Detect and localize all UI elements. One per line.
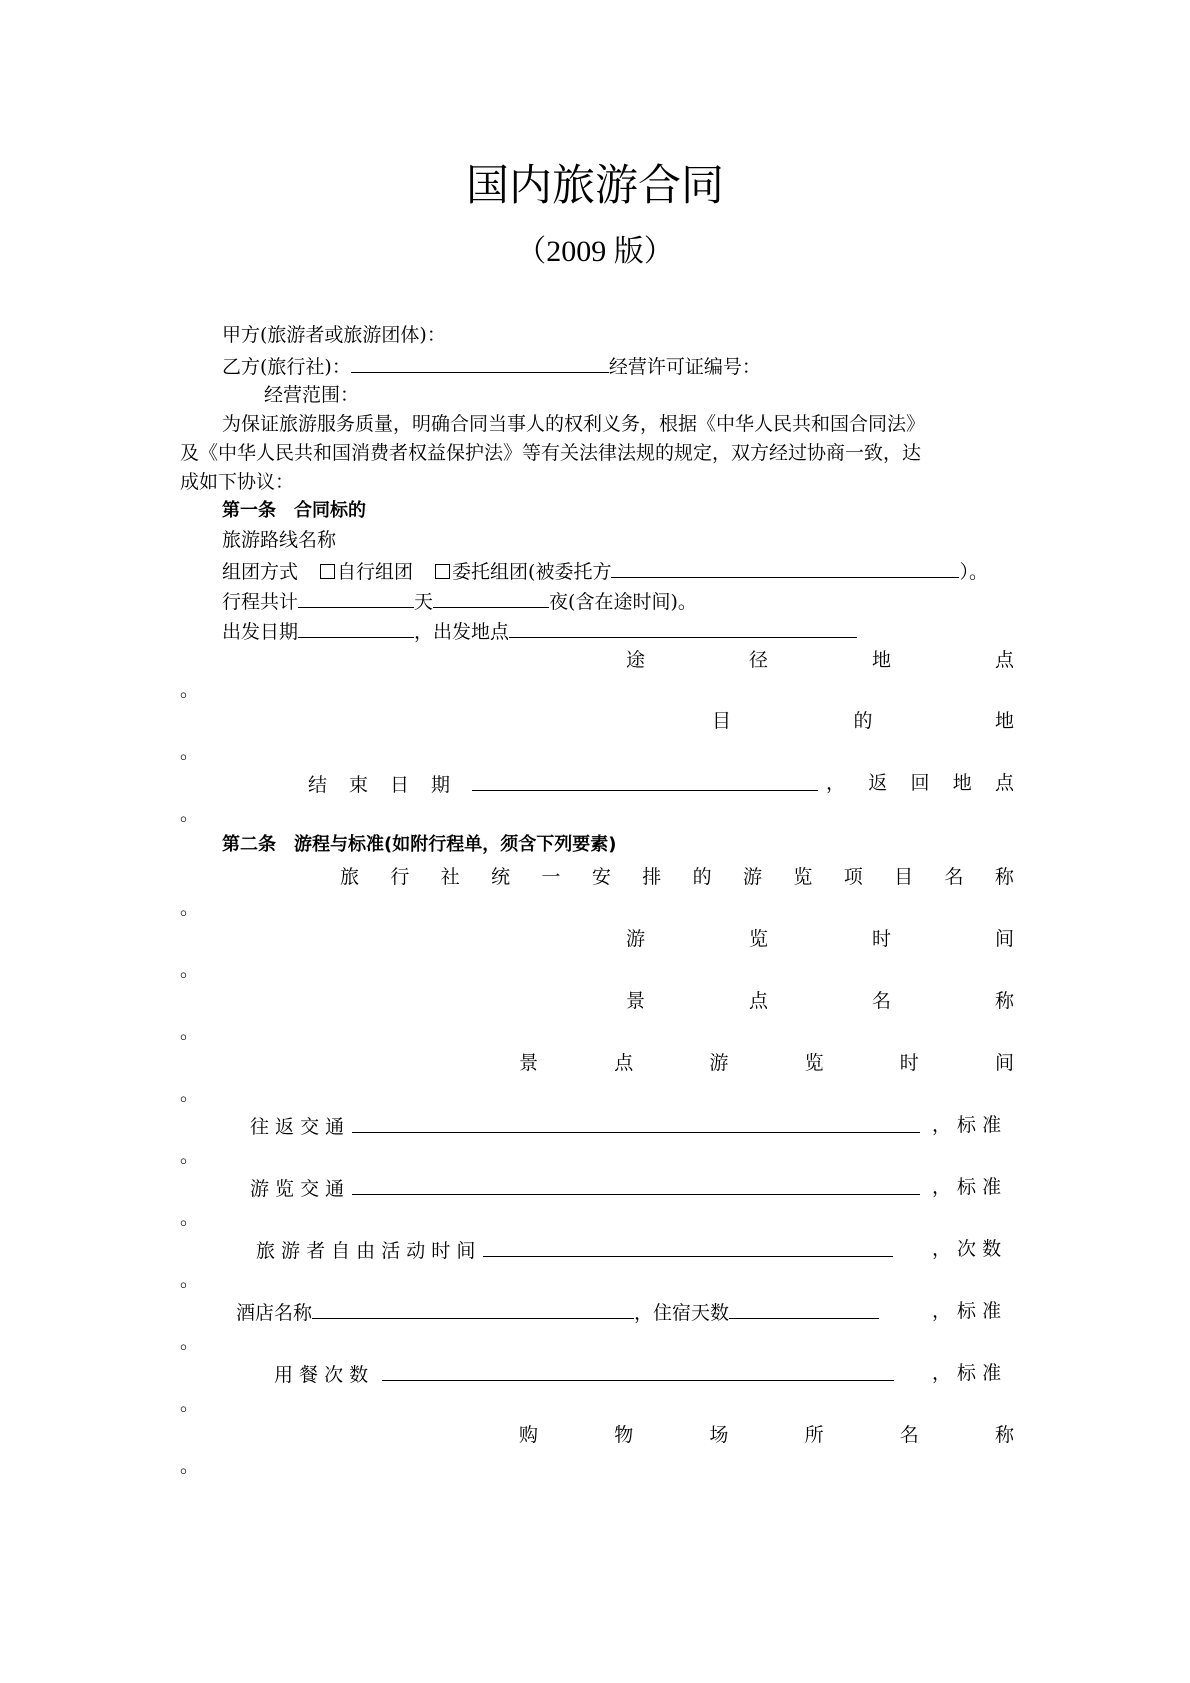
- hotel-line: [236, 1296, 879, 1328]
- scope-line: [180, 380, 1094, 410]
- shop-char: 名: [899, 1424, 919, 1446]
- hotel-name-blank[interactable]: [312, 1296, 634, 1319]
- tour-time-end-mark: 。: [180, 959, 200, 981]
- via-char: 途: [626, 649, 646, 671]
- via-char: 点: [994, 649, 1014, 671]
- group-mode-line: [180, 555, 1052, 587]
- items-char: 行: [390, 866, 410, 888]
- meals-label: 用 餐 次 数: [274, 1364, 369, 1386]
- via-end-mark: 。: [180, 679, 200, 701]
- end-char: 期: [431, 774, 451, 796]
- tour-transport-end-mark: 。: [180, 1207, 200, 1229]
- shop-char: 称: [994, 1424, 1014, 1446]
- route-name-label: 旅游路线名称: [222, 529, 337, 551]
- party-a-label: 甲方(旅游者或旅游团体)：: [222, 324, 446, 346]
- free-time-label: 旅 游 者 自 由 活 动 时 间: [256, 1240, 476, 1262]
- spot-time-char: 览: [804, 1052, 824, 1074]
- nights-blank[interactable]: [433, 585, 549, 608]
- group-mode-label: 组团方式: [222, 561, 299, 583]
- article-2-heading: 第二条 游程与标准(如附行程单，须含下列要素): [222, 834, 617, 855]
- dest-char: 目: [712, 710, 732, 732]
- meals-line: [274, 1358, 894, 1390]
- nights-label: 夜(含在途时间)。: [549, 591, 697, 613]
- spot-time-char: 间: [994, 1052, 1014, 1074]
- self-group-label: 自行组团: [337, 561, 414, 583]
- spot-time-char: 游: [709, 1052, 729, 1074]
- round-trip-line: [250, 1110, 920, 1142]
- preamble-line-1: 为保证旅游服务质量，明确合同当事人的权利义务，根据《中华人民共和国合同法》: [222, 413, 926, 435]
- items-char: 称: [994, 866, 1014, 888]
- round-trip-standard: ， 标 准: [932, 1114, 1002, 1136]
- return-char: 返: [868, 772, 888, 794]
- via-char: 径: [748, 649, 768, 671]
- free-time-line: [256, 1234, 893, 1266]
- shop-char: 购: [519, 1424, 539, 1446]
- spot-time-line: [519, 1048, 1014, 1078]
- items-line: [340, 862, 1014, 892]
- meals-end-mark: 。: [180, 1393, 200, 1415]
- round-trip-end-mark: 。: [180, 1145, 200, 1167]
- document-subtitle: （2009 版）: [516, 235, 674, 268]
- dest-char: 地: [994, 710, 1014, 732]
- scope-label: 经营范围：: [264, 384, 360, 406]
- entrust-close: ）。: [959, 561, 988, 583]
- spot-time-end-mark: 。: [180, 1083, 200, 1105]
- items-char: 一: [541, 866, 561, 888]
- tour-time-char: 间: [994, 928, 1014, 950]
- tour-transport-label: 游 览 交 通: [250, 1178, 345, 1200]
- tour-transport-standard: ， 标 准: [932, 1176, 1002, 1198]
- depart-place-blank[interactable]: [509, 615, 857, 638]
- party-b-line: [180, 350, 1052, 382]
- round-trip-blank[interactable]: [352, 1110, 920, 1133]
- round-trip-label: 往 返 交 通: [250, 1116, 345, 1138]
- items-char: 览: [793, 866, 813, 888]
- tour-time-char: 游: [626, 928, 646, 950]
- depart-date-blank[interactable]: [298, 615, 414, 638]
- tour-transport-line: [250, 1172, 920, 1204]
- shop-char: 场: [709, 1424, 729, 1446]
- tour-transport-blank[interactable]: [352, 1172, 920, 1195]
- self-group-checkbox[interactable]: [320, 564, 335, 579]
- spot-name-char: 景: [626, 990, 646, 1012]
- items-char: 社: [440, 866, 460, 888]
- shopping-line: [519, 1420, 1014, 1450]
- depart-place-label: ，出发地点: [414, 621, 510, 643]
- free-time-blank[interactable]: [483, 1234, 893, 1257]
- return-char: 回: [910, 772, 930, 794]
- end-date-end-mark: 。: [180, 803, 200, 825]
- entrusted-party-blank[interactable]: [611, 555, 959, 578]
- license-label: 经营许可证编号：: [608, 356, 761, 378]
- preamble-line-3: 成如下协议：: [180, 471, 295, 493]
- items-char: 名: [944, 866, 964, 888]
- preamble-line-2: 及《中华人民共和国消费者权益保护法》等有关法律法规的规定，双方经过协商一致，达: [180, 442, 922, 464]
- entrust-group-label: 委托组团(被委托方: [452, 561, 612, 583]
- end-char: 日: [390, 774, 410, 796]
- tour-time-char: 时: [871, 928, 891, 950]
- depart-date-label: 出发日期: [222, 621, 299, 643]
- dest-char: 的: [853, 710, 873, 732]
- shop-char: 所: [804, 1424, 824, 1446]
- hotel-end-mark: 。: [180, 1331, 200, 1353]
- destination-line: [712, 706, 1014, 736]
- via-line: [626, 645, 1014, 675]
- end-char: 结: [308, 774, 328, 796]
- party-b-blank[interactable]: [351, 350, 609, 373]
- items-end-mark: 。: [180, 897, 200, 919]
- spot-time-char: 点: [614, 1052, 634, 1074]
- return-char: ，: [826, 772, 846, 794]
- departure-line: [180, 615, 1052, 647]
- days-blank[interactable]: [298, 585, 414, 608]
- items-char: 旅: [340, 866, 360, 888]
- trip-total-label: 行程共计: [222, 591, 299, 613]
- tour-time-line: [626, 924, 1014, 954]
- spot-time-char: 景: [519, 1052, 539, 1074]
- items-char: 游: [743, 866, 763, 888]
- end-char: 束: [349, 774, 369, 796]
- items-char: 目: [894, 866, 914, 888]
- days-label: 天: [414, 591, 434, 613]
- items-char: 安: [591, 866, 611, 888]
- article-1-heading: 第一条 合同标的: [222, 500, 366, 521]
- party-a-line: [180, 320, 1052, 350]
- items-char: 统: [491, 866, 511, 888]
- hotel-name-label: 酒店名称: [236, 1302, 313, 1324]
- return-place-label: [826, 768, 1014, 798]
- items-char: 排: [642, 866, 662, 888]
- stay-days-label: ，住宿天数: [634, 1302, 730, 1324]
- meals-blank[interactable]: [382, 1358, 894, 1381]
- tour-time-char: 览: [748, 928, 768, 950]
- items-char: 的: [692, 866, 712, 888]
- shopping-end-mark: 。: [180, 1455, 200, 1477]
- end-date-blank[interactable]: [472, 768, 818, 791]
- destination-end-mark: 。: [180, 741, 200, 763]
- stay-days-blank[interactable]: [729, 1296, 879, 1319]
- spot-time-char: 时: [899, 1052, 919, 1074]
- spot-name-line: [626, 986, 1014, 1016]
- return-char: 点: [994, 772, 1014, 794]
- shop-char: 物: [614, 1424, 634, 1446]
- items-char: 项: [843, 866, 863, 888]
- hotel-standard: ， 标 准: [932, 1300, 1002, 1322]
- spot-name-end-mark: 。: [180, 1021, 200, 1043]
- via-char: 地: [871, 649, 891, 671]
- trip-length-line: [180, 585, 1052, 617]
- meals-standard: ， 标 准: [932, 1362, 1002, 1384]
- route-name-line: [180, 525, 1052, 555]
- party-b-label: 乙方(旅行社)：: [222, 356, 351, 378]
- free-time-end-mark: 。: [180, 1269, 200, 1291]
- spot-name-char: 名: [871, 990, 891, 1012]
- return-char: 地: [952, 772, 972, 794]
- end-date-line: [308, 768, 818, 800]
- spot-name-char: 称: [994, 990, 1014, 1012]
- document-title: 国内旅游合同: [466, 161, 724, 211]
- entrust-group-checkbox[interactable]: [435, 564, 450, 579]
- spot-name-char: 点: [748, 990, 768, 1012]
- free-time-count: ， 次 数: [932, 1238, 1002, 1260]
